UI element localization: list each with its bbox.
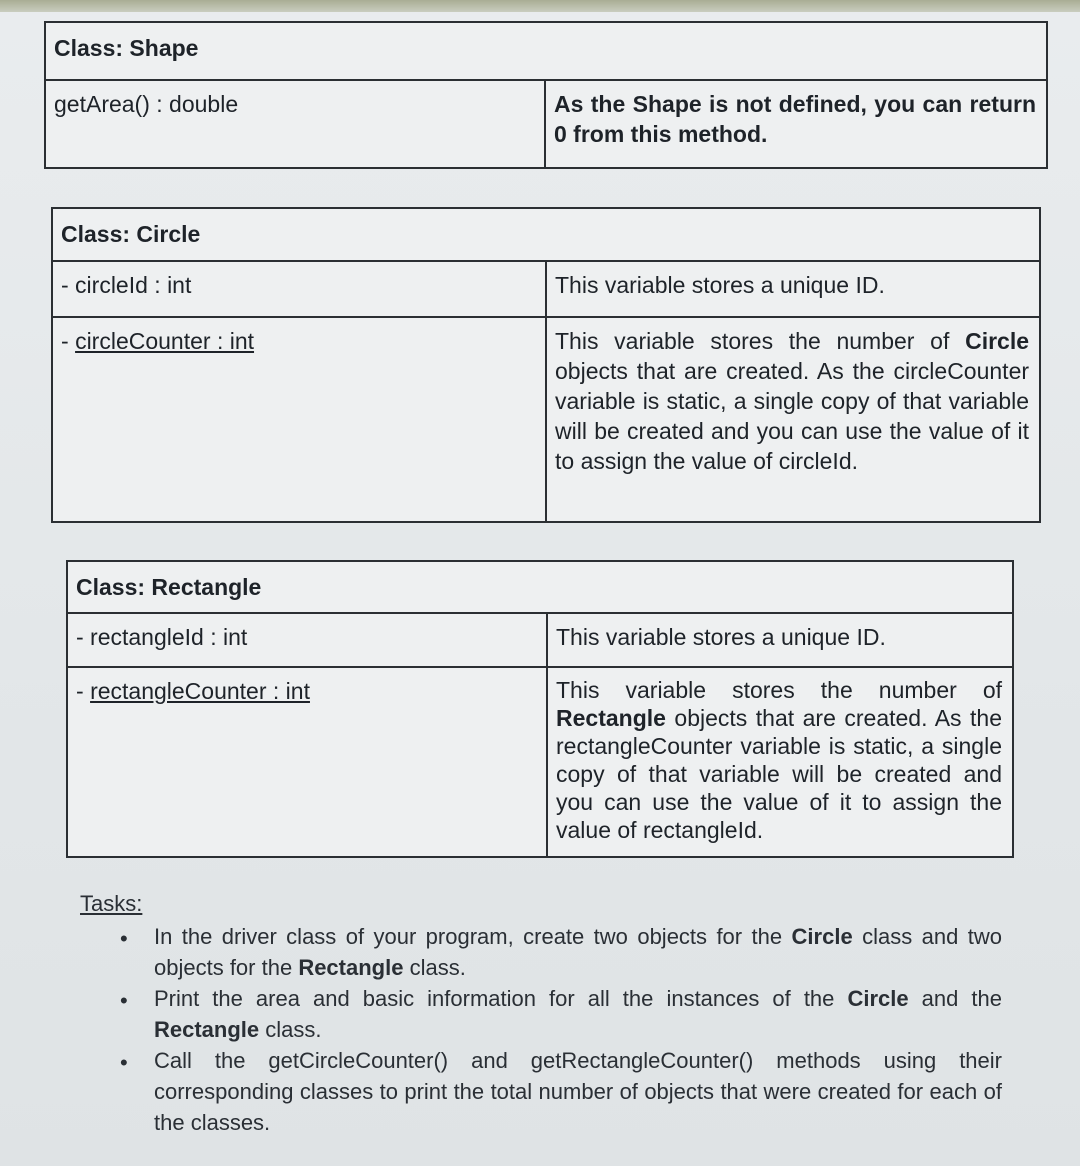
task-bold-text: Rectangle xyxy=(298,955,404,980)
task-bold-text: Circle xyxy=(791,924,853,949)
static-member-name: rectangleCounter : int xyxy=(90,678,310,704)
task-bold-text: Circle xyxy=(847,986,909,1011)
task-text: class and two objects for the xyxy=(154,924,1003,980)
description-bold-text: Rectangle xyxy=(556,705,666,731)
task-item xyxy=(80,1045,1010,1138)
description-bold-text: Circle xyxy=(965,328,1030,354)
description-text: This variable stores the number of xyxy=(555,328,966,354)
top-edge xyxy=(0,0,1080,12)
rectangle-member-rectangleid-description: This variable stores a unique ID. xyxy=(547,613,1013,667)
rectangle-class-header: Class: Rectangle xyxy=(67,561,1013,613)
bullet-icon: • xyxy=(120,1050,128,1075)
task-item xyxy=(80,921,1010,983)
task-text: Print the area and basic information for all the instances of the xyxy=(154,986,848,1011)
member-prefix: - xyxy=(76,678,91,704)
circle-class-table xyxy=(51,207,1041,523)
circle-member-circleid-description: This variable stores a unique ID. xyxy=(546,261,1040,317)
circle-member-circlecounter-description xyxy=(546,317,1040,522)
shape-member-getarea: getArea() : double xyxy=(45,80,545,168)
task-text: class. xyxy=(259,1017,322,1042)
circle-member-circleid: - circleId : int xyxy=(52,261,546,317)
rectangle-member-rectangleid: - rectangleId : int xyxy=(67,613,547,667)
description-text: objects that are created. As the rectangleCounter variable is static, a single copy of that variable will be created and you can use the value of it to assign the value of rectangleId. xyxy=(556,705,1003,843)
static-member-name: circleCounter : int xyxy=(75,328,255,354)
task-bold-text: Rectangle xyxy=(154,1017,260,1042)
task-text: class. xyxy=(403,955,466,980)
task-text: and the xyxy=(908,986,1003,1011)
tasks-list xyxy=(80,921,1010,1138)
shape-class-header: Class: Shape xyxy=(45,22,1047,80)
tasks-section xyxy=(80,888,1010,1138)
member-prefix: - xyxy=(61,328,76,354)
task-text: In the driver class of your program, create two objects for the xyxy=(154,924,792,949)
bullet-icon: • xyxy=(120,988,128,1013)
rectangle-member-rectanglecounter-description xyxy=(547,667,1013,857)
description-text: This variable stores the number of xyxy=(556,677,1003,703)
circle-member-circlecounter xyxy=(52,317,546,522)
tasks-title: Tasks: xyxy=(80,891,143,916)
task-text: Call the getCircleCounter() and getRectangleCounter() methods using their corresponding classes to print the total number of objects that were created for each of the classes. xyxy=(154,1048,1002,1135)
rectangle-member-rectanglecounter xyxy=(67,667,547,857)
shape-class-table xyxy=(44,21,1048,169)
description-text: objects that are created. As the circleCounter variable is static, a single copy of that variable will be created and you can use the value of it to assign the value of circleId. xyxy=(555,358,1030,474)
shape-member-description: As the Shape is not defined, you can return 0 from this method. xyxy=(545,80,1047,168)
rectangle-class-table xyxy=(66,560,1014,858)
circle-class-header: Class: Circle xyxy=(52,208,1040,261)
task-item xyxy=(80,983,1010,1045)
bullet-icon: • xyxy=(120,926,128,951)
